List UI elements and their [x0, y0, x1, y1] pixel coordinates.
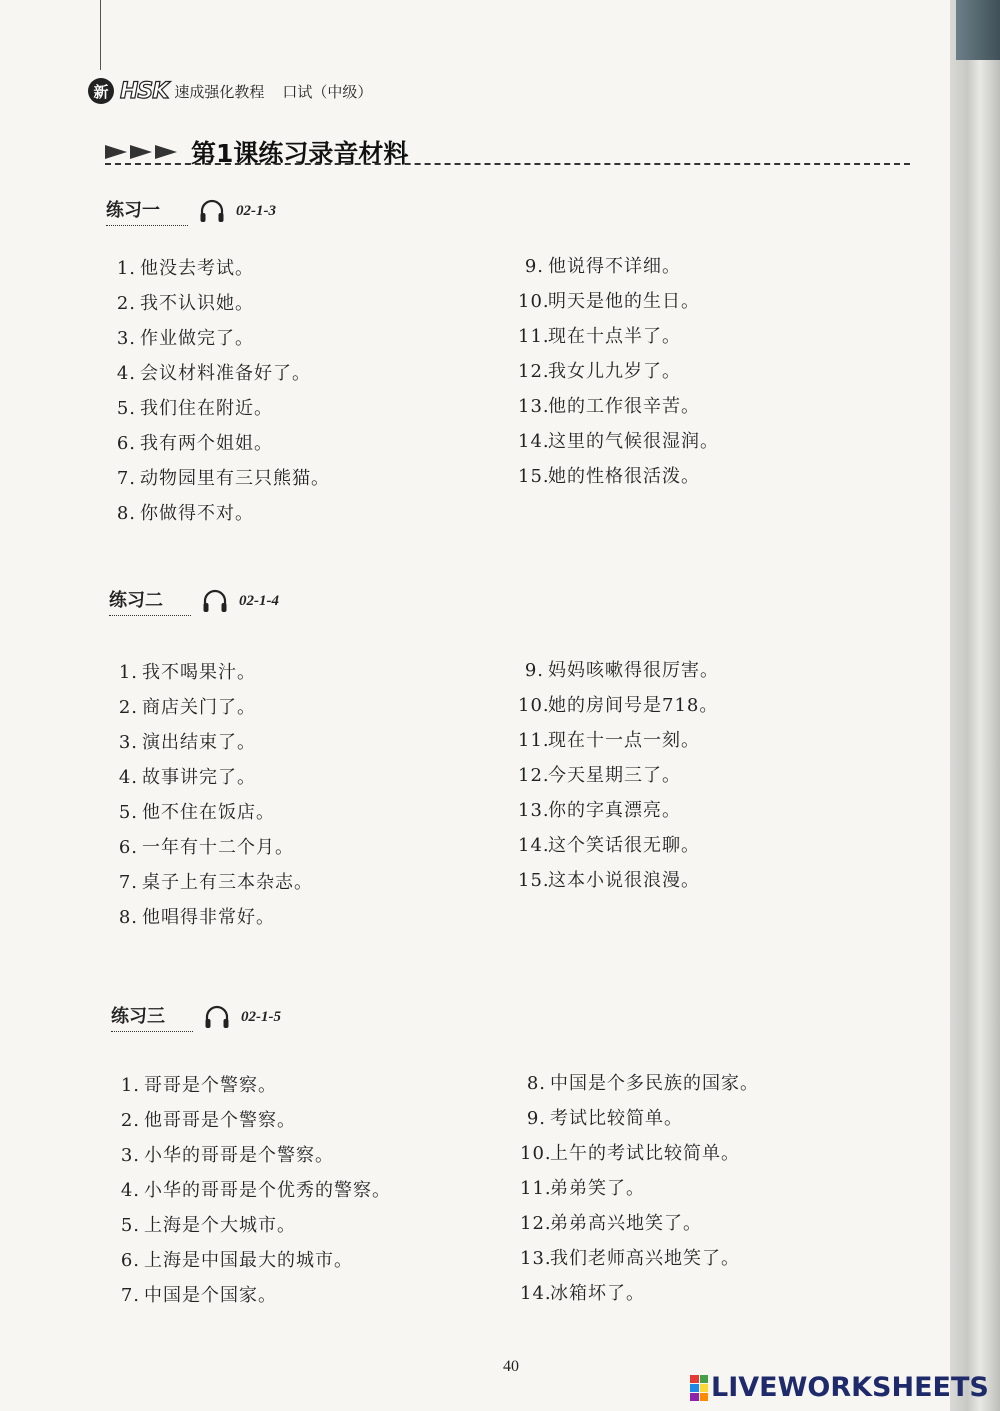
- sentence-number: 10.: [518, 291, 550, 312]
- sentence-item: [112, 760, 313, 795]
- sentence-item: [112, 830, 313, 865]
- sentence-item: [114, 1208, 391, 1243]
- sentence-number: 1.: [116, 258, 136, 279]
- sentence-text: 冰箱坏了。: [550, 1283, 645, 1304]
- sentence-item: [114, 1173, 391, 1208]
- sentence-item: [114, 1138, 391, 1173]
- sentence-item: [518, 793, 719, 828]
- sentence-item: [112, 795, 313, 830]
- section-header-2: [109, 586, 279, 616]
- sentence-item: [518, 249, 719, 284]
- sentence-text: 一年有十二个月。: [142, 837, 294, 858]
- sentence-text: 哥哥是个警察。: [144, 1075, 277, 1096]
- sentence-number: 12.: [518, 361, 550, 382]
- sentence-number: 7.: [120, 1285, 140, 1306]
- margin-rule: [100, 0, 101, 70]
- sentence-number: 3.: [120, 1145, 140, 1166]
- audio-track-code: 02-1-5: [241, 1008, 281, 1025]
- headphone-icon: [201, 587, 229, 615]
- watermark-text: LIVEWORKSHEETS: [711, 1372, 989, 1403]
- logo-tile: [690, 1384, 699, 1392]
- sentence-number: 9.: [524, 660, 544, 681]
- sentence-item: [112, 725, 313, 760]
- sentence-number: 14.: [518, 431, 550, 452]
- sentence-text: 他没去考试。: [140, 258, 254, 279]
- sentence-item: [110, 426, 330, 461]
- sentence-number: 10.: [518, 695, 550, 716]
- sentence-item: [112, 690, 313, 725]
- sentence-number: 7.: [118, 872, 138, 893]
- sentence-item: [520, 1206, 759, 1241]
- sentence-text: 我有两个姐姐。: [140, 433, 273, 454]
- liveworksheets-watermark-link[interactable]: [690, 1372, 989, 1403]
- sentence-item: [520, 1101, 759, 1136]
- sentence-item: [518, 653, 719, 688]
- sentence-text: 她的性格很活泼。: [548, 466, 700, 487]
- sentence-number: 6.: [118, 837, 138, 858]
- headphone-icon: [198, 197, 226, 225]
- sentence-text: 弟弟笑了。: [550, 1178, 645, 1199]
- sentence-text: 他说得不详细。: [548, 256, 681, 277]
- sentence-text: 我女儿九岁了。: [548, 361, 681, 382]
- sentence-list-left: [110, 251, 330, 531]
- sentence-text: 上海是个大城市。: [144, 1215, 296, 1236]
- sentence-number: 13.: [518, 800, 550, 821]
- sentence-text: 作业做完了。: [140, 328, 254, 349]
- sentence-item: [518, 354, 719, 389]
- sentence-item: [110, 356, 330, 391]
- sentence-text: 他不住在饭店。: [142, 802, 275, 823]
- sentence-text: 小华的哥哥是个优秀的警察。: [144, 1180, 391, 1201]
- sentence-item: [518, 828, 719, 863]
- sentence-text: 演出结束了。: [142, 732, 256, 753]
- section-label: 练习一: [106, 196, 188, 226]
- sentence-item: [112, 655, 313, 690]
- sentence-number: 15.: [518, 870, 550, 891]
- sentence-number: 13.: [518, 396, 550, 417]
- lesson-title: 第1课练习录音材料: [191, 139, 409, 168]
- audio-track-code: 02-1-3: [236, 202, 276, 219]
- page-number: 40: [503, 1358, 519, 1375]
- sentence-item: [518, 459, 719, 494]
- sentence-item: [114, 1278, 391, 1313]
- sentence-text: 这个笑话很无聊。: [548, 835, 700, 856]
- sentence-number: 2.: [118, 697, 138, 718]
- sentence-number: 11.: [518, 326, 550, 347]
- sentence-number: 3.: [118, 732, 138, 753]
- sentence-number: 15.: [518, 466, 550, 487]
- book-spine-top: [956, 0, 1000, 60]
- sentence-item: [518, 723, 719, 758]
- sentence-item: [110, 391, 330, 426]
- sentence-item: [520, 1136, 759, 1171]
- sentence-text: 你做得不对。: [140, 503, 254, 524]
- sentence-item: [114, 1243, 391, 1278]
- sentence-text: 他的工作很辛苦。: [548, 396, 700, 417]
- audio-track-code: 02-1-4: [239, 592, 279, 609]
- sentence-number: 8.: [526, 1073, 546, 1094]
- title-divider: [105, 163, 910, 165]
- sentence-item: [518, 389, 719, 424]
- sentence-number: 8.: [118, 907, 138, 928]
- logo-tile: [700, 1375, 709, 1383]
- sentence-text: 这本小说很浪漫。: [548, 870, 700, 891]
- sentence-list-right: [518, 653, 719, 898]
- sentence-number: 10.: [520, 1143, 552, 1164]
- logo-tile: [700, 1384, 709, 1392]
- sentence-item: [518, 424, 719, 459]
- sentence-item: [520, 1276, 759, 1311]
- sentence-text: 我们老师高兴地笑了。: [550, 1248, 740, 1269]
- sentence-item: [518, 319, 719, 354]
- sentence-number: 7.: [116, 468, 136, 489]
- sentence-number: 6.: [116, 433, 136, 454]
- sentence-number: 9.: [524, 256, 544, 277]
- logo-tile: [690, 1375, 699, 1383]
- sentence-number: 6.: [120, 1250, 140, 1271]
- sentence-number: 2.: [116, 293, 136, 314]
- sentence-number: 11.: [518, 730, 550, 751]
- sentence-number: 4.: [118, 767, 138, 788]
- sentence-item: [110, 496, 330, 531]
- sentence-item: [520, 1066, 759, 1101]
- sentence-text: 中国是个国家。: [144, 1285, 277, 1306]
- sentence-list-right: [518, 249, 719, 494]
- sentence-item: [110, 461, 330, 496]
- sentence-item: [518, 863, 719, 898]
- sentence-number: 4.: [116, 363, 136, 384]
- sentence-item: [518, 284, 719, 319]
- sentence-number: 14.: [520, 1283, 552, 1304]
- sentence-list-right: [520, 1066, 759, 1311]
- logo-tile: [690, 1393, 699, 1401]
- sentence-item: [518, 758, 719, 793]
- sentence-text: 他哥哥是个警察。: [144, 1110, 296, 1131]
- sentence-number: 4.: [120, 1180, 140, 1201]
- sentence-text: 桌子上有三本杂志。: [142, 872, 313, 893]
- book-subtitle: 口试（中级）: [282, 82, 373, 101]
- sentence-list-left: [112, 655, 313, 935]
- sentence-text: 商店关门了。: [142, 697, 256, 718]
- sentence-item: [112, 865, 313, 900]
- sentence-number: 12.: [520, 1213, 552, 1234]
- sentence-item: [520, 1171, 759, 1206]
- sentence-text: 故事讲完了。: [142, 767, 256, 788]
- triple-arrow-icon: [105, 145, 177, 159]
- sentence-item: [110, 286, 330, 321]
- sentence-item: [110, 321, 330, 356]
- section-label: 练习三: [111, 1002, 193, 1032]
- sentence-number: 1.: [118, 662, 138, 683]
- sentence-text: 考试比较简单。: [550, 1108, 683, 1129]
- section-header-3: [111, 1002, 281, 1032]
- sentence-text: 会议材料准备好了。: [140, 363, 311, 384]
- sentence-text: 我们住在附近。: [140, 398, 273, 419]
- sentence-number: 12.: [518, 765, 550, 786]
- headphone-icon: [203, 1003, 231, 1031]
- sentence-text: 明天是他的生日。: [548, 291, 700, 312]
- sentence-number: 3.: [116, 328, 136, 349]
- sentence-text: 你的字真漂亮。: [548, 800, 681, 821]
- sentence-text: 上海是中国最大的城市。: [144, 1250, 353, 1271]
- sentence-item: [114, 1103, 391, 1138]
- liveworksheets-logo-icon: [690, 1375, 708, 1401]
- sentence-item: [110, 251, 330, 286]
- sentence-text: 这里的气候很湿润。: [548, 431, 719, 452]
- sentence-text: 弟弟高兴地笑了。: [550, 1213, 702, 1234]
- xin-badge-logo: 新: [88, 78, 114, 104]
- sentence-number: 2.: [120, 1110, 140, 1131]
- book-header: [88, 78, 372, 104]
- sentence-item: [520, 1241, 759, 1276]
- book-title: 速成强化教程: [174, 82, 265, 101]
- hsk-logo: HSK: [120, 78, 169, 104]
- sentence-text: 她的房间号是718。: [548, 695, 719, 716]
- sentence-item: [112, 900, 313, 935]
- logo-tile: [700, 1393, 709, 1401]
- section-header-1: [106, 196, 276, 226]
- sentence-number: 5.: [116, 398, 136, 419]
- sentence-item: [114, 1068, 391, 1103]
- sentence-text: 小华的哥哥是个警察。: [144, 1145, 334, 1166]
- sentence-text: 动物园里有三只熊猫。: [140, 468, 330, 489]
- section-label: 练习二: [109, 586, 191, 616]
- sentence-text: 他唱得非常好。: [142, 907, 275, 928]
- sentence-text: 上午的考试比较简单。: [550, 1143, 740, 1164]
- sentence-list-left: [114, 1068, 391, 1313]
- sentence-number: 5.: [120, 1215, 140, 1236]
- sentence-text: 今天星期三了。: [548, 765, 681, 786]
- sentence-item: [518, 688, 719, 723]
- book-spine-shadow: [950, 0, 1000, 1411]
- sentence-text: 妈妈咳嗽得很厉害。: [548, 660, 719, 681]
- sentence-text: 我不认识她。: [140, 293, 254, 314]
- sentence-text: 现在十点半了。: [548, 326, 681, 347]
- sentence-number: 11.: [520, 1178, 552, 1199]
- sentence-text: 我不喝果汁。: [142, 662, 256, 683]
- sentence-text: 中国是个多民族的国家。: [550, 1073, 759, 1094]
- sentence-number: 9.: [526, 1108, 546, 1129]
- sentence-number: 5.: [118, 802, 138, 823]
- sentence-number: 13.: [520, 1248, 552, 1269]
- sentence-number: 14.: [518, 835, 550, 856]
- sentence-text: 现在十一点一刻。: [548, 730, 700, 751]
- sentence-number: 8.: [116, 503, 136, 524]
- sentence-number: 1.: [120, 1075, 140, 1096]
